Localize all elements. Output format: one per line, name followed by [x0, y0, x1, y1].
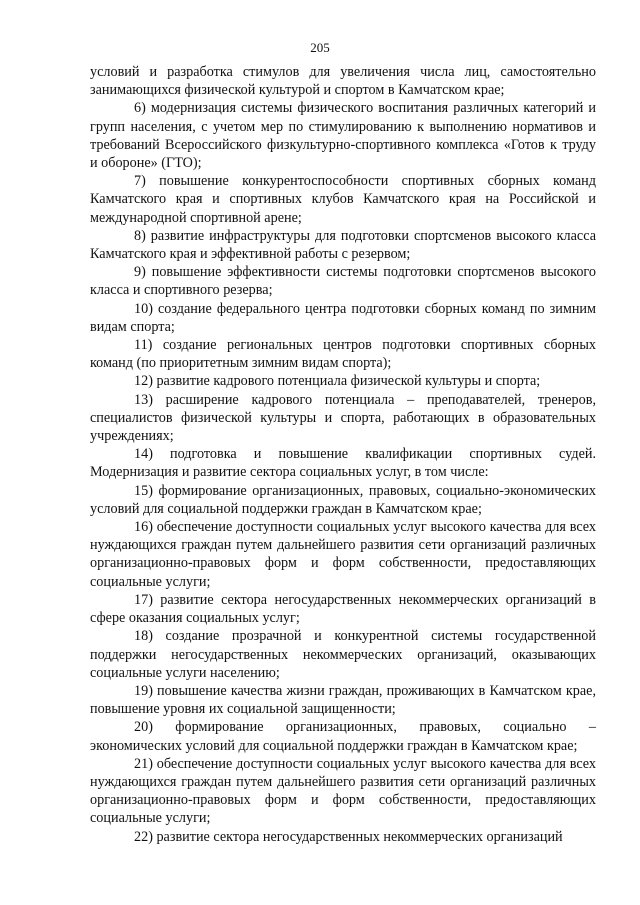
- list-item-9: 9) повышение эффективности системы подготовки спортсменов высокого класса и спортивного резерва;: [90, 264, 596, 299]
- list-item-12: 12) развитие кадрового потенциала физической культуры и спорта;: [134, 373, 541, 390]
- list-item-14: 14) подготовка и повышение квалификации спортивных судей. Модернизация и развитие сектора социальных услуг, в том числе:: [90, 446, 596, 481]
- list-item-8: 8) развитие инфраструктуры для подготовки спортсменов высокого класса Камчатского края и эффективной работы с резервом;: [90, 227, 596, 263]
- list-item-7: 7) повышение конкурентоспособности спортивных сборных команд Камчатского края и спортивных клубов Камчатского края на Российской и международной спортивной арене;: [90, 173, 596, 226]
- list-item-22: 22) развитие сектора негосударственных некоммерческих организаций: [134, 828, 563, 845]
- list-item-11: 11) создание региональных центров подготовки спортивных сборных команд (по приоритетным зимним видам спорта);: [90, 337, 596, 372]
- list-item-18: 18) создание прозрачной и конкурентной системы государственной поддержки негосударственных некоммерческих организаций, оказывающих социальные услуги населению;: [90, 628, 596, 681]
- list-item-17: 17) развитие сектора негосударственных некоммерческих организаций в сфере оказания социальных услуг;: [90, 591, 596, 627]
- list-item-15: 15) формирование организационных, правовых, социально-экономических условий для социальной поддержки граждан в Камчатском крае;: [90, 482, 596, 517]
- list-item-19: 19) повышение качества жизни граждан, проживающих в Камчатском крае, повышение уровня их социальной защищенности;: [90, 682, 596, 718]
- list-item-20: 20) формирование организационных, правовых, социально – экономических условий для социальной поддержки граждан в Камчатском крае;: [90, 719, 596, 754]
- document-body: [90, 63, 596, 846]
- list-item-13: 13) расширение кадрового потенциала – преподавателей, тренеров, специалистов физической культуры и спорта, работающих в образовательных учреждениях;: [90, 391, 596, 445]
- paragraph-continuation: условий и разработка стимулов для увеличения числа лиц, самостоятельно занимающихся физической культурой и спортом в Камчатском крае;: [90, 64, 596, 99]
- list-item-16: 16) обеспечение доступности социальных услуг высокого качества для всех нуждающихся граждан путем дальнейшего развития сети организаций различных организационно-правовых форм и форм собственности, предоставляющих социальные услуги;: [90, 519, 596, 590]
- page-number: 205: [310, 40, 330, 55]
- list-item-21: 21) обеспечение доступности социальных услуг высокого качества для всех нуждающихся граждан путем дальнейшего развития сети организаций различных организационно-правовых форм и форм собственности, предоставляющих социальные услуги;: [90, 755, 596, 827]
- list-item-10: 10) создание федерального центра подготовки сборных команд по зимним видам спорта;: [90, 300, 596, 335]
- list-item-6: 6) модернизация системы физического воспитания различных категорий и групп населения, с учетом мер по стимулированию к выполнению нормативов и требований Всероссийского физкультурно-спортивного комплекса «Готов к труду и обороне» (ГТО);: [90, 100, 596, 172]
